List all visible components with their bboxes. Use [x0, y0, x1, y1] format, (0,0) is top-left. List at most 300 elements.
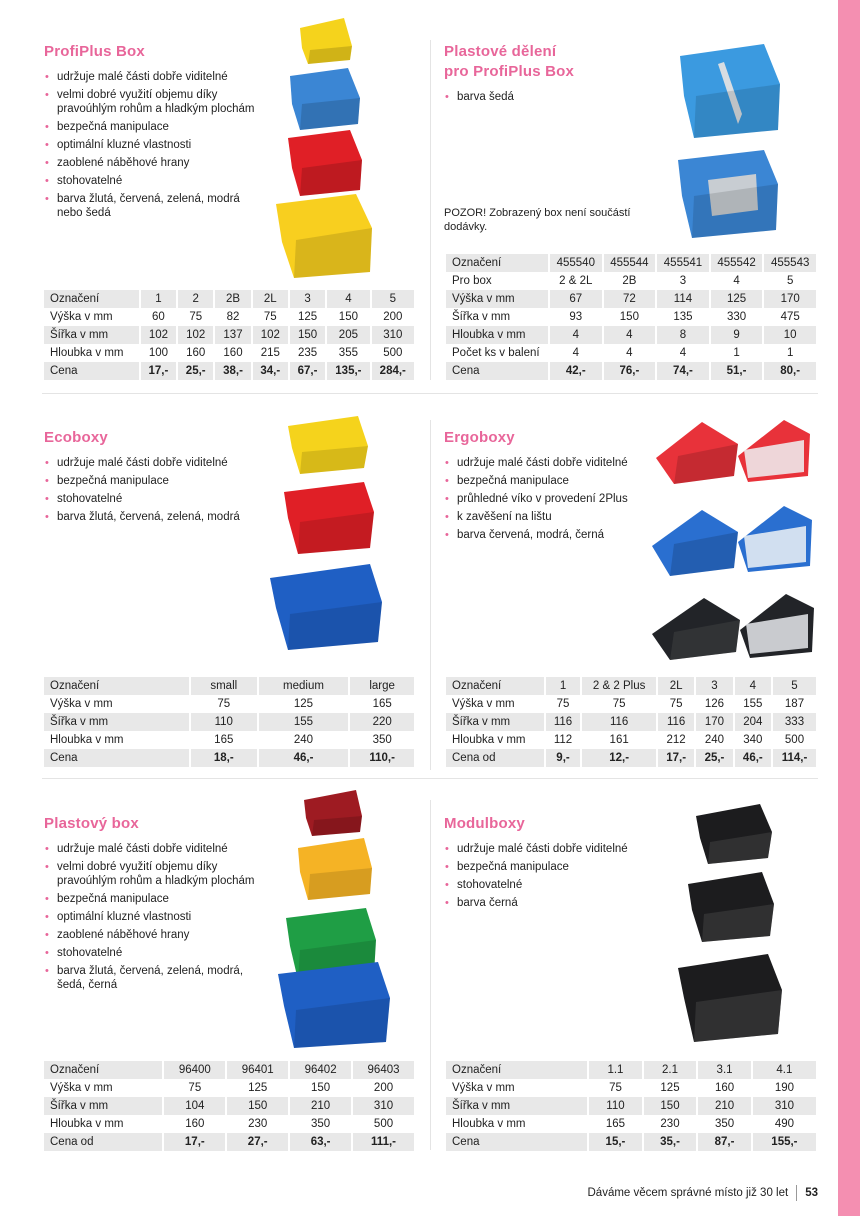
- table-cell: 160: [164, 1115, 225, 1133]
- red-ergobox-icon: [656, 422, 738, 484]
- row-label: Označení: [44, 677, 189, 695]
- table-cell: 240: [259, 731, 349, 749]
- table-row: [44, 731, 414, 749]
- table-cell: 310: [353, 1097, 414, 1115]
- table-cell: 2: [178, 290, 213, 308]
- feature-item: • k zavěšení na lištu: [444, 510, 654, 524]
- table-cell: 75: [582, 695, 656, 713]
- table-cell: 155,-: [753, 1133, 816, 1151]
- row-label: Hloubka v mm: [446, 326, 548, 344]
- table-cell: 12,-: [582, 749, 656, 767]
- table-cell: 220: [350, 713, 414, 731]
- plastovy-section: [44, 814, 259, 996]
- feature-item: • barva žlutá, červená, zelená, modrá, šedá, černá: [44, 964, 259, 992]
- table-cell: 2 & 2L: [550, 272, 602, 290]
- table-cell: 333: [773, 713, 816, 731]
- table-cell: 17,-: [658, 749, 694, 767]
- table-cell: 1.1: [589, 1061, 642, 1079]
- table-row: [44, 1097, 414, 1115]
- feature-item: • barva červená, modrá, černá: [444, 528, 654, 542]
- table-cell: 111,-: [353, 1133, 414, 1151]
- table-cell: 230: [227, 1115, 288, 1133]
- blue-ergobox-lid-icon: [738, 506, 812, 572]
- feature-item: • velmi dobré využití objemu díky pravoúhlým rohům a hladkým plochám: [44, 88, 259, 116]
- table-cell: 96402: [290, 1061, 351, 1079]
- row-label: Označení: [44, 1061, 162, 1079]
- table-cell: 46,-: [259, 749, 349, 767]
- yellow-ecobox-icon: [288, 416, 368, 474]
- table-cell: 4.1: [753, 1061, 816, 1079]
- row-label: Označení: [446, 1061, 587, 1079]
- table-cell: 4: [327, 290, 369, 308]
- table-row: [44, 677, 414, 695]
- table-cell: 74,-: [657, 362, 709, 380]
- table-cell: 125: [227, 1079, 288, 1097]
- table-cell: 125: [644, 1079, 697, 1097]
- row-label: Hloubka v mm: [446, 731, 544, 749]
- yellow-large-bin-icon: [276, 194, 372, 278]
- feature-item: • zaoblené náběhové hrany: [44, 928, 259, 942]
- table-cell: 82: [215, 308, 250, 326]
- modulboxy-bin-images: [672, 798, 792, 1048]
- feature-item: • průhledné víko v provedení 2Plus: [444, 492, 654, 506]
- table-cell: 9: [711, 326, 763, 344]
- table-cell: 9,-: [546, 749, 581, 767]
- feature-item: • udržuje malé části dobře viditelné: [44, 456, 259, 470]
- table-cell: 5: [764, 272, 816, 290]
- table-cell: 350: [350, 731, 414, 749]
- table-cell: 150: [604, 308, 656, 326]
- feature-item: • stohovatelné: [44, 492, 259, 506]
- feature-list: [44, 842, 259, 992]
- feature-list: [44, 456, 259, 524]
- table-row: [44, 326, 414, 344]
- table-cell: 96400: [164, 1061, 225, 1079]
- table-row: [446, 695, 816, 713]
- row-label: Označení: [446, 254, 548, 272]
- table-cell: 67,-: [290, 362, 325, 380]
- table-cell: 150: [327, 308, 369, 326]
- table-cell: 170: [764, 290, 816, 308]
- row-label: Označení: [44, 290, 139, 308]
- table-row: [44, 713, 414, 731]
- row-label: Výška v mm: [446, 290, 548, 308]
- table-cell: 187: [773, 695, 816, 713]
- table-cell: 500: [353, 1115, 414, 1133]
- table-cell: 135: [657, 308, 709, 326]
- feature-list: [44, 70, 259, 220]
- table-row: [446, 308, 816, 326]
- table-cell: 455544: [604, 254, 656, 272]
- feature-list: [444, 842, 664, 910]
- table-cell: 42,-: [550, 362, 602, 380]
- table-cell: 72: [604, 290, 656, 308]
- table-row: [446, 1115, 816, 1133]
- feature-item: • barva žlutá, červená, zelená, modrá: [44, 510, 259, 524]
- feature-item: • bezpečná manipulace: [44, 474, 259, 488]
- table-cell: 75: [191, 695, 257, 713]
- table-cell: 25,-: [178, 362, 213, 380]
- table-cell: 75: [178, 308, 213, 326]
- table-cell: 4: [735, 677, 771, 695]
- table-cell: 110: [191, 713, 257, 731]
- table-cell: 475: [764, 308, 816, 326]
- table-row: [446, 1061, 816, 1079]
- table-cell: 212: [658, 731, 694, 749]
- table-cell: 3.1: [698, 1061, 751, 1079]
- row-label: Cena: [446, 1133, 587, 1151]
- table-cell: 4: [657, 344, 709, 362]
- table-cell: 93: [550, 308, 602, 326]
- table-row: [446, 362, 816, 380]
- deleni-section: [444, 42, 664, 108]
- table-row: [44, 1079, 414, 1097]
- feature-item: • stohovatelné: [444, 878, 664, 892]
- table-cell: 8: [657, 326, 709, 344]
- table-cell: 165: [589, 1115, 642, 1133]
- table-cell: 80,-: [764, 362, 816, 380]
- page-number: 53: [805, 1187, 818, 1199]
- black-modulbox-small-icon: [696, 804, 772, 864]
- feature-item: • stohovatelné: [44, 946, 259, 960]
- side-color-strip: [838, 0, 860, 1216]
- table-cell: 160: [178, 344, 213, 362]
- feature-item: • optimální kluzné vlastnosti: [44, 138, 259, 152]
- table-cell: 155: [735, 695, 771, 713]
- table-row: [446, 731, 816, 749]
- blue-bin-with-divider-icon: [680, 44, 780, 138]
- table-cell: 3: [657, 272, 709, 290]
- red-bin-icon: [288, 130, 362, 196]
- section-title: Ergoboxy: [444, 429, 515, 446]
- footer-separator: [796, 1185, 797, 1201]
- table-cell: 340: [735, 731, 771, 749]
- table-cell: 102: [253, 326, 288, 344]
- dark-red-box-icon: [304, 790, 362, 836]
- table-cell: 75: [253, 308, 288, 326]
- table-cell: 75: [658, 695, 694, 713]
- row-label: Cena: [44, 749, 189, 767]
- table-row: [44, 1061, 414, 1079]
- feature-item: • barva žlutá, červená, zelená, modrá nebo šedá: [44, 192, 259, 220]
- row-label: Šířka v mm: [44, 1097, 162, 1115]
- table-cell: 17,-: [141, 362, 176, 380]
- ecoboxy-section: [44, 428, 259, 528]
- table-cell: 210: [290, 1097, 351, 1115]
- table-cell: 35,-: [644, 1133, 697, 1151]
- table-cell: 137: [215, 326, 250, 344]
- section-title: Modulboxy: [444, 815, 525, 832]
- table-cell: 75: [589, 1079, 642, 1097]
- table-cell: 284,-: [372, 362, 414, 380]
- table-cell: 27,-: [227, 1133, 288, 1151]
- section-title: ProfiPlus Box: [44, 43, 145, 60]
- table-cell: 200: [353, 1079, 414, 1097]
- deleni-bin-images: [672, 40, 792, 240]
- feature-item: • stohovatelné: [44, 174, 259, 188]
- row-label: Šířka v mm: [446, 713, 544, 731]
- table-cell: 230: [644, 1115, 697, 1133]
- page-footer: [588, 1185, 819, 1201]
- table-cell: 1: [764, 344, 816, 362]
- table-cell: 51,-: [711, 362, 763, 380]
- feature-item: • zaoblené náběhové hrany: [44, 156, 259, 170]
- table-cell: 4: [604, 344, 656, 362]
- column-divider: [430, 420, 431, 770]
- table-cell: 17,-: [164, 1133, 225, 1151]
- table-cell: 500: [372, 344, 414, 362]
- table-cell: 2L: [658, 677, 694, 695]
- table-cell: 165: [350, 695, 414, 713]
- feature-item: • optimální kluzné vlastnosti: [44, 910, 259, 924]
- footer-tagline: Dáváme věcem správné místo již 30 let: [587, 1187, 789, 1199]
- black-ergobox-icon: [652, 598, 740, 660]
- warning-note: POZOR! Zobrazený box není součástí dodávky.: [444, 207, 631, 233]
- table-cell: 96403: [353, 1061, 414, 1079]
- row-label: Šířka v mm: [446, 1097, 587, 1115]
- table-cell: 1: [141, 290, 176, 308]
- table-cell: 102: [178, 326, 213, 344]
- blue-bin-with-insert-icon: [678, 150, 778, 238]
- table-cell: 116: [546, 713, 581, 731]
- row-label: Šířka v mm: [44, 326, 139, 344]
- row-label: Hloubka v mm: [44, 731, 189, 749]
- table-cell: 2B: [604, 272, 656, 290]
- table-row: [44, 344, 414, 362]
- table-cell: 170: [696, 713, 732, 731]
- table-cell: 4: [550, 344, 602, 362]
- feature-item: • barva černá: [444, 896, 664, 910]
- table-cell: 210: [698, 1097, 751, 1115]
- table-cell: medium: [259, 677, 349, 695]
- feature-item: • udržuje malé části dobře viditelné: [444, 842, 664, 856]
- table-cell: 3: [290, 290, 325, 308]
- row-label: Označení: [446, 677, 544, 695]
- orange-box-icon: [298, 838, 372, 900]
- table-row: [446, 1133, 816, 1151]
- table-row: [446, 713, 816, 731]
- table-cell: 75: [546, 695, 581, 713]
- table-cell: 204: [735, 713, 771, 731]
- table-cell: 102: [141, 326, 176, 344]
- table-cell: 87,-: [698, 1133, 751, 1151]
- profiplus-section: [44, 42, 259, 224]
- table-row: [446, 326, 816, 344]
- table-cell: 490: [753, 1115, 816, 1133]
- table-row: [44, 1133, 414, 1151]
- table-cell: 104: [164, 1097, 225, 1115]
- table-row: [446, 749, 816, 767]
- table-row: [446, 344, 816, 362]
- feature-item: • bezpečná manipulace: [44, 892, 259, 906]
- section-title: Plastový box: [44, 815, 139, 832]
- table-cell: 4: [711, 272, 763, 290]
- table-row: [44, 290, 414, 308]
- table-row: [446, 1097, 816, 1115]
- table-cell: 150: [290, 326, 325, 344]
- table-row: [446, 1079, 816, 1097]
- blue-bin-icon: [290, 68, 360, 130]
- table-cell: 5: [372, 290, 414, 308]
- table-cell: 455543: [764, 254, 816, 272]
- table-cell: 4: [604, 326, 656, 344]
- red-ergobox-lid-icon: [738, 420, 810, 482]
- ergoboxy-section: [444, 428, 654, 546]
- table-cell: 100: [141, 344, 176, 362]
- table-cell: 76,-: [604, 362, 656, 380]
- table-cell: 2B: [215, 290, 250, 308]
- table-cell: 2.1: [644, 1061, 697, 1079]
- modulboxy-section: [444, 814, 664, 914]
- feature-item: • bezpečná manipulace: [44, 120, 259, 134]
- table-cell: 310: [753, 1097, 816, 1115]
- column-divider: [430, 800, 431, 1150]
- table-cell: 350: [698, 1115, 751, 1133]
- table-cell: 110,-: [350, 749, 414, 767]
- feature-list: [444, 456, 654, 542]
- red-ecobox-icon: [284, 482, 374, 554]
- table-cell: 160: [215, 344, 250, 362]
- ergoboxy-bin-images: [650, 416, 820, 666]
- plastovy-bin-images: [272, 786, 402, 1050]
- row-label: Výška v mm: [446, 1079, 587, 1097]
- yellow-bin-icon: [300, 18, 352, 64]
- table-cell: 350: [290, 1115, 351, 1133]
- table-cell: 155: [259, 713, 349, 731]
- table-cell: 455540: [550, 254, 602, 272]
- feature-item: • bezpečná manipulace: [444, 860, 664, 874]
- table-cell: 5: [773, 677, 816, 695]
- table-row: [446, 254, 816, 272]
- table-cell: 150: [227, 1097, 288, 1115]
- plastovy-spec-table: [42, 1061, 416, 1151]
- table-cell: 215: [253, 344, 288, 362]
- table-cell: 190: [753, 1079, 816, 1097]
- table-cell: 310: [372, 326, 414, 344]
- table-cell: 2 & 2 Plus: [582, 677, 656, 695]
- table-cell: 67: [550, 290, 602, 308]
- table-row: [44, 1115, 414, 1133]
- table-cell: 235: [290, 344, 325, 362]
- row-label: Šířka v mm: [446, 308, 548, 326]
- row-label: Výška v mm: [44, 695, 189, 713]
- table-row: [446, 677, 816, 695]
- table-cell: 15,-: [589, 1133, 642, 1151]
- table-cell: 4: [550, 326, 602, 344]
- feature-item: • udržuje malé části dobře viditelné: [444, 456, 654, 470]
- table-cell: large: [350, 677, 414, 695]
- table-cell: 161: [582, 731, 656, 749]
- row-label: Výška v mm: [44, 1079, 162, 1097]
- table-cell: 46,-: [735, 749, 771, 767]
- table-cell: 96401: [227, 1061, 288, 1079]
- table-cell: 110: [589, 1097, 642, 1115]
- row-label: Hloubka v mm: [44, 344, 139, 362]
- row-label: Hloubka v mm: [446, 1115, 587, 1133]
- table-cell: 500: [773, 731, 816, 749]
- section-title: Ecoboxy: [44, 429, 108, 446]
- table-cell: small: [191, 677, 257, 695]
- feature-list: [444, 90, 664, 104]
- table-cell: 63,-: [290, 1133, 351, 1151]
- row-label: Cena od: [44, 1133, 162, 1151]
- table-cell: 330: [711, 308, 763, 326]
- table-row: [446, 272, 816, 290]
- table-cell: 116: [658, 713, 694, 731]
- row-label: Pro box: [446, 272, 548, 290]
- table-row: [44, 362, 414, 380]
- modulboxy-spec-table: [444, 1061, 818, 1151]
- table-cell: 135,-: [327, 362, 369, 380]
- profiplus-bin-images: [270, 14, 390, 284]
- row-divider: [42, 778, 818, 779]
- table-cell: 75: [164, 1079, 225, 1097]
- table-cell: 3: [696, 677, 732, 695]
- table-cell: 34,-: [253, 362, 288, 380]
- black-modulbox-large-icon: [678, 954, 782, 1042]
- row-label: Hloubka v mm: [44, 1115, 162, 1133]
- section-title-line1: Plastové dělení: [444, 43, 557, 60]
- table-cell: 25,-: [696, 749, 732, 767]
- table-cell: 150: [290, 1079, 351, 1097]
- table-cell: 114: [657, 290, 709, 308]
- ecoboxy-spec-table: [42, 677, 416, 767]
- blue-ecobox-icon: [270, 564, 382, 650]
- table-cell: 112: [546, 731, 581, 749]
- table-cell: 125: [711, 290, 763, 308]
- table-cell: 150: [644, 1097, 697, 1115]
- blue-box-icon: [278, 962, 390, 1048]
- table-cell: 240: [696, 731, 732, 749]
- table-row: [44, 749, 414, 767]
- row-divider: [42, 393, 818, 394]
- table-cell: 18,-: [191, 749, 257, 767]
- row-label: Cena od: [446, 749, 544, 767]
- table-cell: 165: [191, 731, 257, 749]
- table-cell: 125: [290, 308, 325, 326]
- feature-item: • barva šedá: [444, 90, 664, 104]
- row-label: Výška v mm: [446, 695, 544, 713]
- section-title-line2: pro ProfiPlus Box: [444, 63, 575, 80]
- table-cell: 114,-: [773, 749, 816, 767]
- table-cell: 125: [259, 695, 349, 713]
- table-row: [44, 308, 414, 326]
- table-cell: 455542: [711, 254, 763, 272]
- table-cell: 116: [582, 713, 656, 731]
- feature-item: • velmi dobré využití objemu díky pravoúhlým rohům a hladkým plochám: [44, 860, 259, 888]
- table-cell: 200: [372, 308, 414, 326]
- ecoboxy-bin-images: [262, 412, 392, 652]
- table-cell: 205: [327, 326, 369, 344]
- table-cell: 60: [141, 308, 176, 326]
- table-cell: 455541: [657, 254, 709, 272]
- table-cell: 38,-: [215, 362, 250, 380]
- profiplus-spec-table: [42, 290, 416, 380]
- table-cell: 160: [698, 1079, 751, 1097]
- deleni-spec-table: [444, 254, 818, 380]
- feature-item: • bezpečná manipulace: [444, 474, 654, 488]
- feature-item: • udržuje malé části dobře viditelné: [44, 70, 259, 84]
- row-label: Počet ks v balení: [446, 344, 548, 362]
- table-cell: 2L: [253, 290, 288, 308]
- feature-item: • udržuje malé části dobře viditelné: [44, 842, 259, 856]
- table-cell: 1: [546, 677, 581, 695]
- row-label: Cena: [446, 362, 548, 380]
- black-ergobox-lid-icon: [740, 594, 814, 658]
- column-divider: [430, 40, 431, 380]
- ergoboxy-spec-table: [444, 677, 818, 767]
- row-label: Šířka v mm: [44, 713, 189, 731]
